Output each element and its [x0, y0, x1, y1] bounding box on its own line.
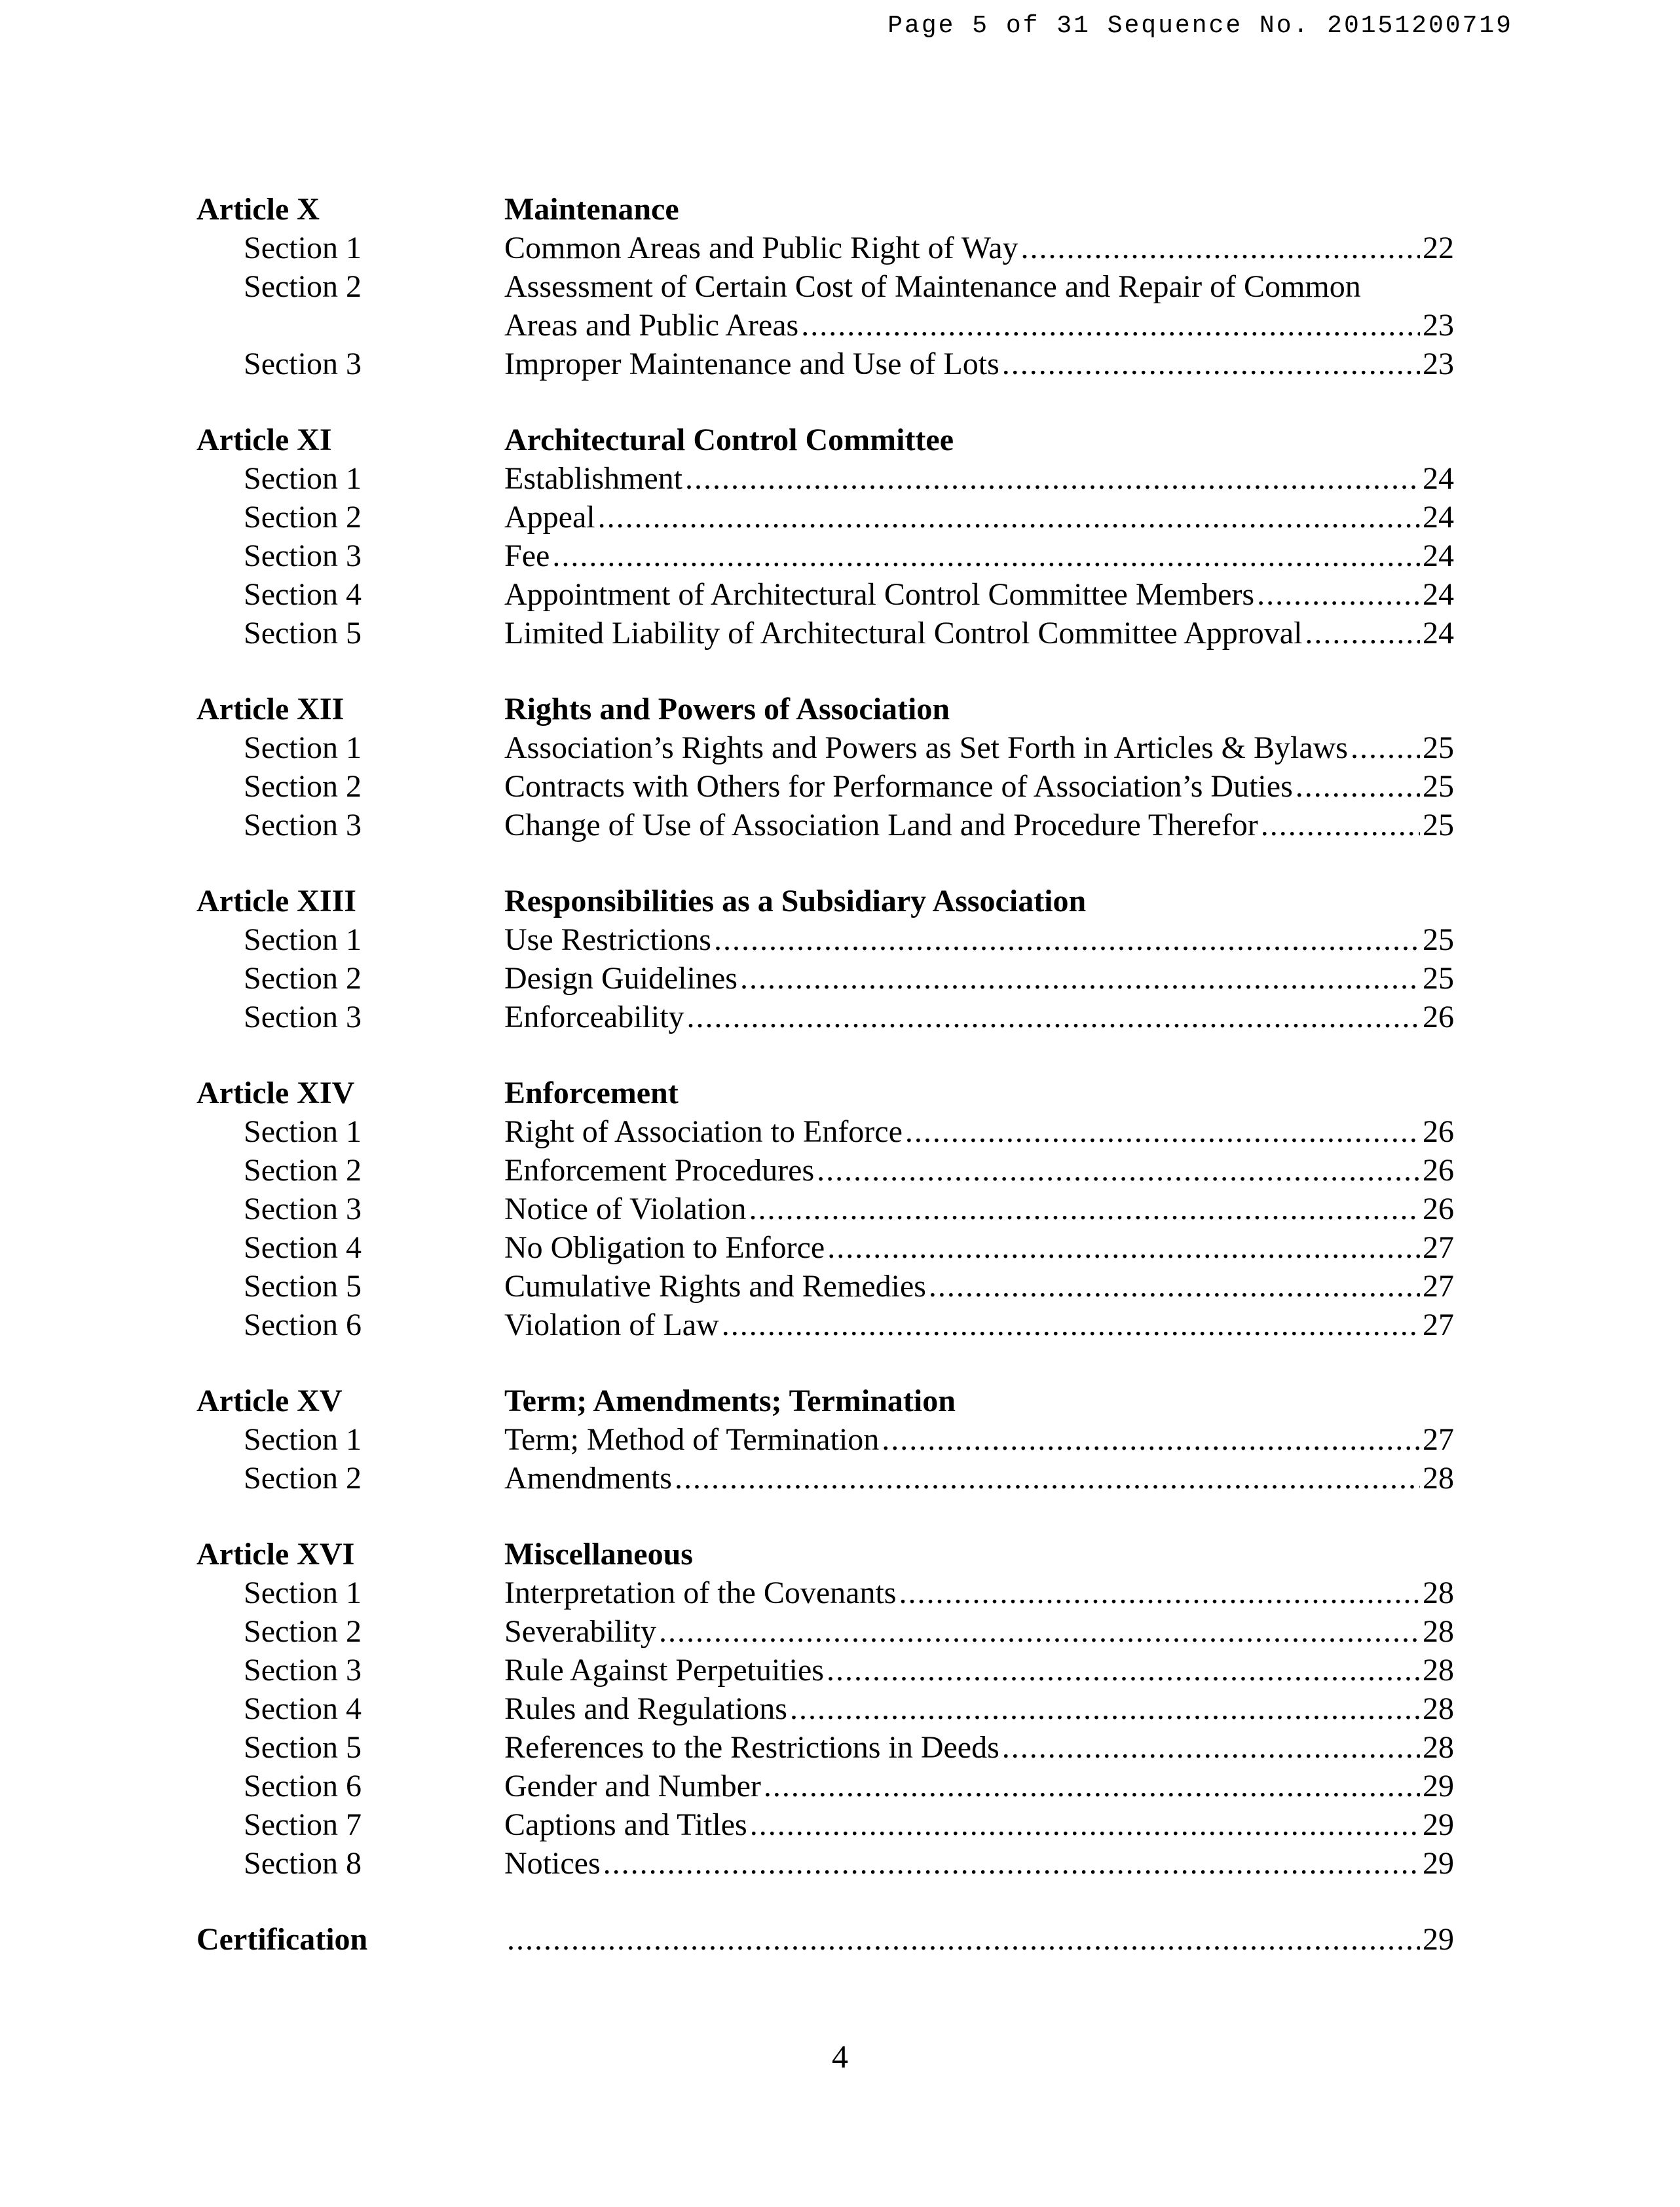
dot-leader — [801, 306, 1420, 345]
section-page: 25 — [1423, 922, 1454, 957]
dot-leader — [905, 1112, 1420, 1151]
section-title: Captions and Titles — [504, 1807, 747, 1842]
section-title: Rule Against Perpetuities — [504, 1653, 824, 1688]
toc-entry[interactable] — [196, 806, 1454, 844]
dot-leader — [1002, 345, 1420, 383]
section-title: Design Guidelines — [504, 961, 737, 996]
toc-entry[interactable] — [196, 1612, 1454, 1651]
dot-leader — [790, 1689, 1420, 1728]
section-label: Section 3 — [244, 1653, 362, 1688]
dot-leader — [1305, 614, 1420, 652]
section-title: Improper Maintenance and Use of Lots — [504, 347, 999, 381]
dot-leader — [749, 1190, 1421, 1228]
dot-leader — [714, 920, 1420, 959]
article-title: Rights and Powers of Association — [504, 692, 950, 726]
dot-leader — [1261, 806, 1420, 844]
toc-entry[interactable] — [196, 920, 1454, 959]
section-page: 24 — [1423, 577, 1454, 612]
toc-entry-certification[interactable] — [196, 1920, 1454, 1959]
section-title: Enforceability — [504, 1000, 684, 1034]
toc-entry[interactable] — [196, 1844, 1454, 1883]
section-title: Limited Liability of Architectural Control Committee Approval — [504, 616, 1303, 651]
section-title: Establishment — [504, 461, 682, 496]
section-page: 29 — [1423, 1769, 1454, 1803]
section-title: Term; Method of Termination — [504, 1422, 880, 1457]
section-page: 23 — [1423, 308, 1454, 343]
section-title: Fee — [504, 538, 550, 573]
section-title: Rules and Regulations — [504, 1691, 787, 1726]
section-label: Section 3 — [244, 347, 362, 381]
section-page: 28 — [1423, 1461, 1454, 1496]
section-page: 28 — [1423, 1691, 1454, 1726]
article-heading — [196, 421, 1454, 459]
article-xi — [196, 421, 1454, 652]
dot-leader — [687, 998, 1420, 1036]
section-label: Section 3 — [244, 1000, 362, 1034]
toc-entry[interactable] — [196, 1267, 1454, 1306]
article-xv — [196, 1382, 1454, 1498]
article-heading — [196, 882, 1454, 920]
section-page: 27 — [1423, 1230, 1454, 1265]
article-xiv — [196, 1074, 1454, 1344]
dot-leader — [882, 1420, 1420, 1459]
article-title: Enforcement — [504, 1076, 679, 1110]
section-page: 24 — [1423, 616, 1454, 651]
section-page: 25 — [1423, 769, 1454, 804]
article-heading — [196, 1074, 1454, 1112]
dot-leader — [685, 459, 1420, 498]
toc-entry-continuation[interactable] — [196, 306, 1454, 345]
toc-entry[interactable] — [196, 459, 1454, 498]
section-title: Cumulative Rights and Remedies — [504, 1269, 926, 1304]
article-xvi — [196, 1535, 1454, 1883]
section-label: Section 2 — [244, 769, 362, 804]
section-label: Section 2 — [244, 269, 362, 304]
dot-leader — [827, 1228, 1420, 1267]
section-title-line1: Assessment of Certain Cost of Maintenance and Repair of Common — [504, 269, 1361, 304]
dot-leader — [552, 537, 1420, 575]
article-label: Article XVI — [196, 1537, 355, 1572]
section-page: 29 — [1423, 1807, 1454, 1842]
section-label: Section 6 — [244, 1308, 362, 1342]
section-label: Section 1 — [244, 231, 362, 265]
section-title: Right of Association to Enforce — [504, 1114, 903, 1149]
section-label: Section 1 — [244, 1114, 362, 1149]
section-page: 27 — [1423, 1422, 1454, 1457]
section-page: 28 — [1423, 1653, 1454, 1688]
toc-entry[interactable] — [196, 1805, 1454, 1844]
section-title: Amendments — [504, 1461, 672, 1496]
section-label: Section 3 — [244, 808, 362, 842]
section-title: Change of Use of Association Land and Procedure Therefor — [504, 808, 1258, 842]
section-title: Appointment of Architectural Control Committee Members — [504, 577, 1255, 612]
toc-entry[interactable] — [196, 267, 1454, 306]
section-label: Section 5 — [244, 1730, 362, 1765]
toc-entry[interactable] — [196, 1228, 1454, 1267]
toc-entry[interactable] — [196, 1767, 1454, 1805]
dot-leader — [827, 1651, 1420, 1689]
article-title: Responsibilities as a Subsidiary Association — [504, 884, 1087, 918]
article-x — [196, 190, 1454, 383]
section-title: Severability — [504, 1614, 656, 1649]
section-label: Section 1 — [244, 1575, 362, 1610]
section-label: Section 2 — [244, 1153, 362, 1188]
toc-entry[interactable] — [196, 1151, 1454, 1190]
section-title: Common Areas and Public Right of Way — [504, 231, 1018, 265]
toc-entry[interactable] — [196, 575, 1454, 614]
dot-leader — [740, 959, 1420, 998]
toc-entry[interactable] — [196, 1651, 1454, 1689]
article-title: Maintenance — [504, 192, 679, 227]
section-title: Appeal — [504, 500, 595, 535]
article-label: Article XIII — [196, 884, 356, 918]
article-heading — [196, 1382, 1454, 1420]
section-page: 28 — [1423, 1614, 1454, 1649]
table-of-contents — [196, 190, 1454, 1959]
article-label: Article X — [196, 192, 320, 227]
article-xii — [196, 690, 1454, 844]
section-title: Notices — [504, 1846, 601, 1881]
section-title: Notice of Violation — [504, 1192, 747, 1226]
section-page: 27 — [1423, 1269, 1454, 1304]
dot-leader — [929, 1267, 1420, 1306]
section-label: Section 1 — [244, 461, 362, 496]
toc-entry[interactable] — [196, 1112, 1454, 1151]
section-label: Section 2 — [244, 961, 362, 996]
dot-leader — [899, 1574, 1420, 1612]
toc-entry[interactable] — [196, 614, 1454, 652]
article-xiii — [196, 882, 1454, 1036]
section-page: 28 — [1423, 1730, 1454, 1765]
section-page: 26 — [1423, 1192, 1454, 1226]
section-label: Section 3 — [244, 1192, 362, 1226]
section-page: 22 — [1423, 231, 1454, 265]
section-page: 26 — [1423, 1153, 1454, 1188]
section-title: Contracts with Others for Performance of Association’s Duties — [504, 769, 1293, 804]
section-page: 24 — [1423, 538, 1454, 573]
section-label: Section 2 — [244, 1614, 362, 1649]
toc-entry[interactable] — [196, 1574, 1454, 1612]
section-page: 24 — [1423, 461, 1454, 496]
toc-entry[interactable] — [196, 1190, 1454, 1228]
dot-leader — [1257, 575, 1420, 614]
section-label: Section 5 — [244, 616, 362, 651]
section-title: References to the Restrictions in Deeds — [504, 1730, 999, 1765]
toc-entry[interactable] — [196, 537, 1454, 575]
section-label: Section 8 — [244, 1846, 362, 1881]
page-header: Page 5 of 31 Sequence No. 20151200719 — [887, 12, 1513, 40]
toc-entry[interactable] — [196, 998, 1454, 1036]
dot-leader — [764, 1767, 1420, 1805]
section-label: Section 2 — [244, 500, 362, 535]
toc-entry[interactable] — [196, 1728, 1454, 1767]
dot-leader — [659, 1612, 1420, 1651]
section-page: 25 — [1423, 808, 1454, 842]
dot-leader — [507, 1920, 1420, 1959]
toc-entry[interactable] — [196, 498, 1454, 537]
section-label: Section 3 — [244, 538, 362, 573]
certification-label: Certification — [196, 1922, 368, 1957]
section-label: Section 4 — [244, 577, 362, 612]
dot-leader — [1021, 229, 1420, 267]
section-title: Association’s Rights and Powers as Set Forth in Articles & Bylaws — [504, 730, 1348, 765]
dot-leader — [1351, 728, 1420, 767]
section-label: Section 4 — [244, 1691, 362, 1726]
dot-leader — [598, 498, 1420, 537]
section-title: Interpretation of the Covenants — [504, 1575, 897, 1610]
section-label: Section 4 — [244, 1230, 362, 1265]
section-page: 26 — [1423, 1114, 1454, 1149]
section-page: 26 — [1423, 1000, 1454, 1034]
section-label: Section 1 — [244, 922, 362, 957]
article-label: Article XI — [196, 423, 332, 457]
toc-entry[interactable] — [196, 959, 1454, 998]
section-label: Section 1 — [244, 730, 362, 765]
article-label: Article XV — [196, 1384, 343, 1418]
section-page: 27 — [1423, 1308, 1454, 1342]
section-label: Section 2 — [244, 1461, 362, 1496]
toc-entry[interactable] — [196, 1689, 1454, 1728]
dot-leader — [750, 1805, 1420, 1844]
section-title: Use Restrictions — [504, 922, 711, 957]
dot-leader — [722, 1306, 1420, 1344]
dot-leader — [675, 1459, 1420, 1498]
article-heading — [196, 1535, 1454, 1574]
article-title: Architectural Control Committee — [504, 423, 954, 457]
section-title: Violation of Law — [504, 1308, 719, 1342]
section-title: Enforcement Procedures — [504, 1153, 815, 1188]
section-label: Section 5 — [244, 1269, 362, 1304]
certification-page: 29 — [1423, 1922, 1454, 1957]
article-heading — [196, 690, 1454, 728]
section-title: Gender and Number — [504, 1769, 761, 1803]
section-label: Section 1 — [244, 1422, 362, 1457]
toc-entry[interactable] — [196, 1306, 1454, 1344]
section-page: 25 — [1423, 961, 1454, 996]
dot-leader — [817, 1151, 1420, 1190]
section-page: 25 — [1423, 730, 1454, 765]
toc-entry[interactable] — [196, 1459, 1454, 1498]
toc-entry[interactable] — [196, 728, 1454, 767]
section-page: 28 — [1423, 1575, 1454, 1610]
dot-leader — [1002, 1728, 1420, 1767]
section-title: No Obligation to Enforce — [504, 1230, 825, 1265]
article-label: Article XII — [196, 692, 345, 726]
page-number: 4 — [832, 2038, 848, 2075]
article-label: Article XIV — [196, 1076, 355, 1110]
article-heading — [196, 190, 1454, 229]
article-title: Miscellaneous — [504, 1537, 693, 1572]
section-page: 23 — [1423, 347, 1454, 381]
section-page: 29 — [1423, 1846, 1454, 1881]
section-label: Section 7 — [244, 1807, 362, 1842]
article-title: Term; Amendments; Termination — [504, 1384, 956, 1418]
toc-entry[interactable] — [196, 1420, 1454, 1459]
toc-entry[interactable] — [196, 767, 1454, 806]
toc-entry[interactable] — [196, 345, 1454, 383]
dot-leader — [603, 1844, 1420, 1883]
toc-entry[interactable] — [196, 229, 1454, 267]
dot-leader — [1296, 767, 1420, 806]
section-title: Areas and Public Areas — [504, 308, 799, 343]
section-page: 24 — [1423, 500, 1454, 535]
section-label: Section 6 — [244, 1769, 362, 1803]
